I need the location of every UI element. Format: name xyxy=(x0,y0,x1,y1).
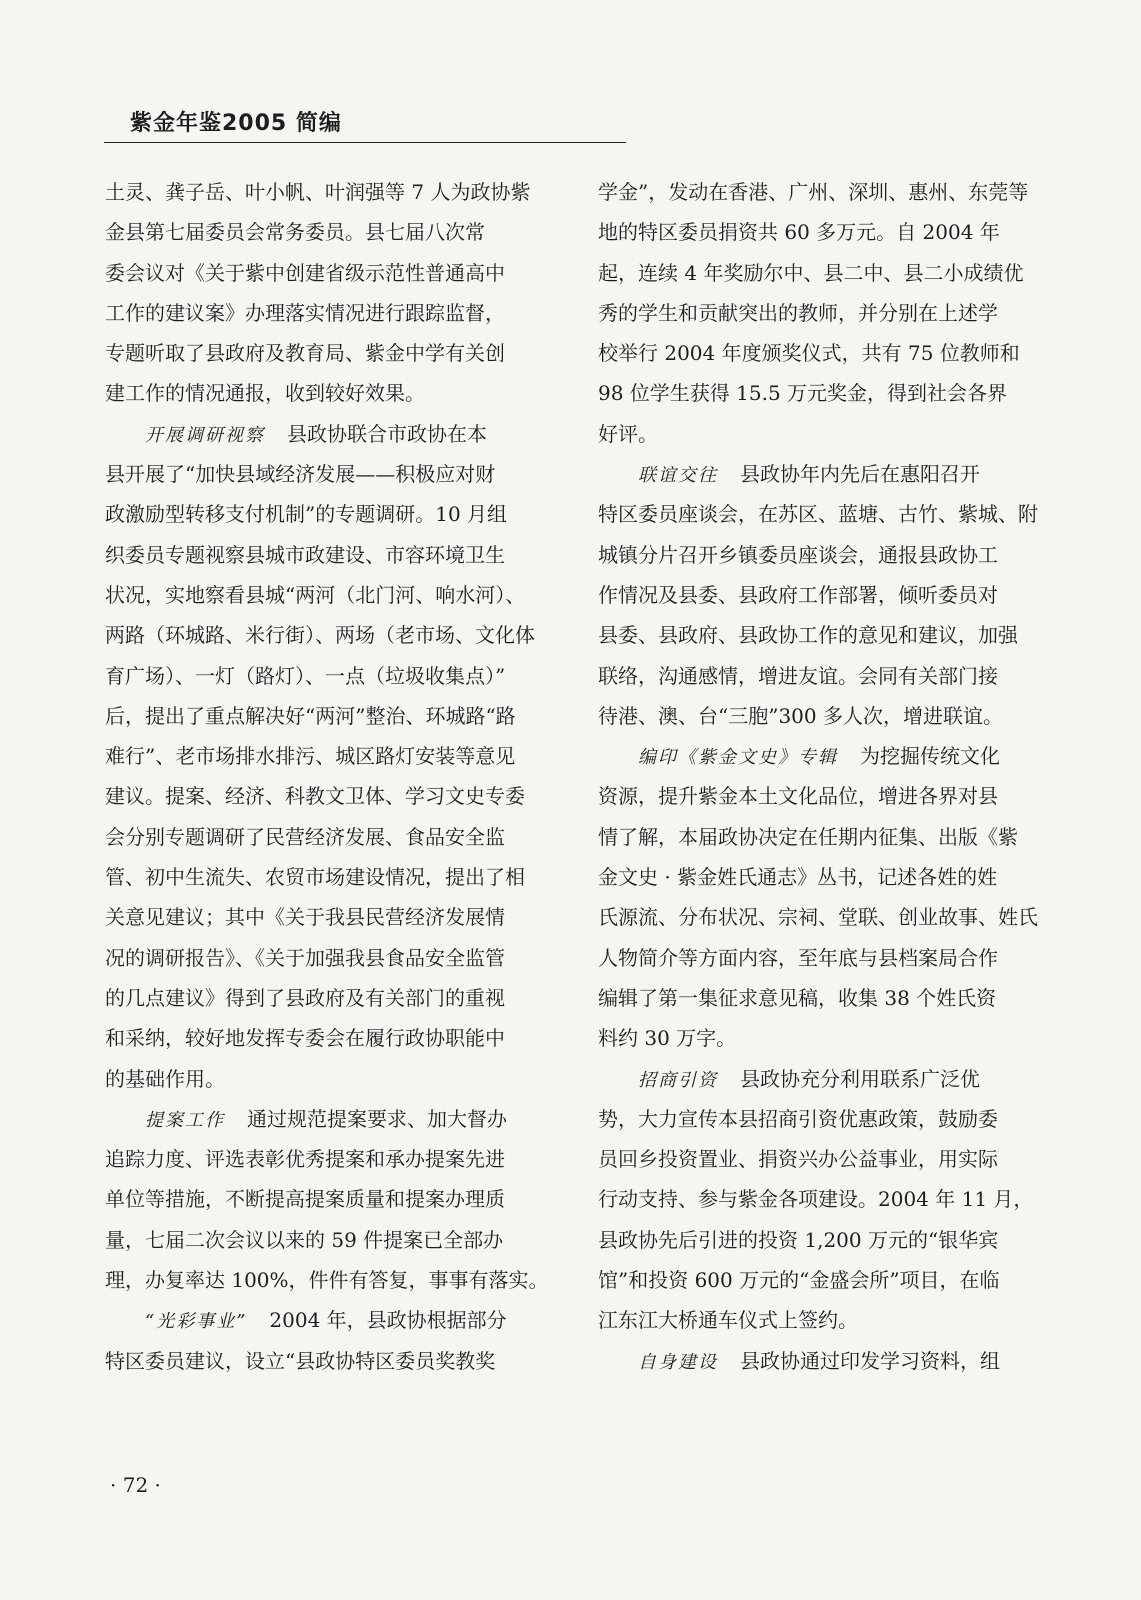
section-start-research xyxy=(105,414,559,454)
text-line: 织委员专题视察县城市政建设、市容环境卫生 xyxy=(105,542,505,567)
header-title: 紫金年鉴2005 简编 xyxy=(130,111,342,136)
section-start-investment xyxy=(598,1059,1054,1099)
section-heading-proposal: 提案工作 xyxy=(145,1109,225,1131)
text-line: 会分别专题调研了民营经济发展、食品安全监 xyxy=(105,824,505,849)
text-line: 土灵、龚子岳、叶小帆、叶润强等 7 人为政协紫 xyxy=(105,180,531,204)
text-line: 县委、县政府、县政协工作的意见和建议，加强 xyxy=(598,623,1018,648)
text-line: 的基础作用。 xyxy=(105,1066,225,1091)
text-line: 关意见建议；其中《关于我县民营经济发展情 xyxy=(105,905,505,930)
section-heading-selfbuild: 自身建设 xyxy=(638,1351,718,1373)
text-line: 待港、澳、台“三胞”300 多人次，增进联谊。 xyxy=(598,703,1003,728)
text-line: 和采纳，较好地发挥专委会在履行政协职能中 xyxy=(105,1026,505,1051)
text-line: 县开展了“加快县域经济发展——积极应对财 xyxy=(105,462,496,487)
text-line: 的几点建议》得到了县政府及有关部门的重视 xyxy=(105,985,505,1010)
text-line: 难行”、老市场排水排污、城区路灯安装等意见 xyxy=(105,744,516,769)
header-rule xyxy=(104,142,626,143)
text-line: 量，七届二次会议以来的 59 件提案已全部办 xyxy=(105,1227,504,1252)
text-line: 人物简介等方面内容，至年底与县档案局合作 xyxy=(598,945,998,970)
text-line: 通过规范提案要求、加大督办 xyxy=(247,1106,507,1131)
text-line: 建工作的情况通报，收到较好效果。 xyxy=(105,381,425,406)
text-line: 料约 30 万字。 xyxy=(598,1026,737,1051)
text-line: 江东江大桥通车仪式上签约。 xyxy=(598,1308,858,1333)
text-line: 委会议对《关于紫中创建省级示范性普通高中 xyxy=(105,260,505,285)
text-line: 建议。提案、经济、科教文卫体、学习文史专委 xyxy=(105,784,525,809)
text-line: 资源，提升紫金本土文化品位，增进各界对县 xyxy=(598,784,998,809)
text-line: 金文史 · 紫金姓氏通志》丛书，记述各姓的姓 xyxy=(598,865,998,890)
text-line: 2004 年，县政协根据部分 xyxy=(269,1308,507,1333)
section-heading-liaison: 联谊交往 xyxy=(638,465,718,487)
text-line: 后，提出了重点解决好“两河”整治、环城路“路 xyxy=(105,703,516,728)
text-line: 特区委员建议，设立“县政协特区委员奖教奖 xyxy=(105,1348,496,1373)
text-line: 为挖掘传统文化 xyxy=(860,744,1000,769)
section-heading-wenshi: 编印《紫金文史》专辑 xyxy=(638,747,838,769)
page-number: · 72 · xyxy=(110,1473,161,1497)
text-line: 情了解，本届政协决定在任期内征集、出版《紫 xyxy=(598,824,1018,849)
text-line: 学金”，发动在香港、广州、深圳、惠州、东莞等 xyxy=(598,180,1029,204)
section-start-wenshi xyxy=(598,736,1054,776)
text-line: 特区委员座谈会，在苏区、蓝塘、古竹、紫城、附 xyxy=(598,502,1038,527)
text-line: 起，连续 4 年奖励尔中、县二中、县二小成绩优 xyxy=(598,260,1024,285)
section-heading-guangcai: “光彩事业” xyxy=(145,1311,248,1333)
text-line: 专题听取了县政府及教育局、紫金中学有关创 xyxy=(105,341,505,366)
text-line: 县政协年内先后在惠阳召开 xyxy=(740,462,980,487)
text-line: 县政协联合市政协在本 xyxy=(287,421,487,446)
section-start-liaison xyxy=(598,454,1054,494)
text-line: 县政协通过印发学习资料，组 xyxy=(740,1348,1000,1373)
right-column xyxy=(598,172,1054,1381)
text-line: 工作的建议案》办理落实情况进行跟踪监督， xyxy=(105,300,505,325)
text-line: 联络，沟通感情，增进友谊。会同有关部门接 xyxy=(598,663,998,688)
section-heading-research: 开展调研视察 xyxy=(145,424,265,446)
text-line: 员回乡投资置业、捐资兴办公益事业，用实际 xyxy=(598,1147,998,1172)
section-start-proposal xyxy=(105,1099,559,1139)
text-line: 两路（环城路、米行街）、两场（老市场、文化体 xyxy=(105,623,535,648)
text-line: 管、初中生流失、农贸市场建设情况，提出了相 xyxy=(105,865,525,890)
text-line: 金县第七届委员会常务委员。县七届八次常 xyxy=(105,220,485,245)
text-line: 馆”和投资 600 万元的“金盛会所”项目，在临 xyxy=(598,1268,1000,1293)
text-line: 氏源流、分布状况、宗祠、堂联、创业故事、姓氏 xyxy=(598,905,1038,930)
text-line: 行动支持、参与紫金各项建设。2004 年 11 月， xyxy=(598,1187,1034,1212)
text-line: 单位等措施，不断提高提案质量和提案办理质 xyxy=(105,1187,505,1212)
text-line: 状况，实地察看县城“两河（北门河、响水河）、 xyxy=(105,582,526,607)
text-line: 98 位学生获得 15.5 万元奖金，得到社会各界 xyxy=(598,381,1008,406)
text-line: 县政协先后引进的投资 1,200 万元的“银华宾 xyxy=(598,1227,999,1252)
left-column xyxy=(105,172,559,1381)
text-line: 地的特区委员捐资共 60 多万元。自 2004 年 xyxy=(598,220,1000,245)
text-line: 政激励型转移支付机制”的专题调研。10 月组 xyxy=(105,502,508,527)
section-start-guangcai xyxy=(105,1300,559,1340)
text-line: 追踪力度、评选表彰优秀提案和承办提案先进 xyxy=(105,1147,505,1172)
text-line: 编辑了第一集征求意见稿，收集 38 个姓氏资 xyxy=(598,985,997,1010)
text-line: 城镇分片召开乡镇委员座谈会，通报县政协工 xyxy=(598,542,998,567)
section-heading-investment: 招商引资 xyxy=(638,1069,718,1091)
text-line: 县政协充分利用联系广泛优 xyxy=(740,1066,980,1091)
text-line: 育广场）、一灯（路灯）、一点（垃圾收集点）” xyxy=(105,663,506,688)
text-line: 况的调研报告》、《关于加强我县食品安全监管 xyxy=(105,945,505,970)
text-line: 秀的学生和贡献突出的教师，并分别在上述学 xyxy=(598,300,998,325)
text-line: 好评。 xyxy=(598,421,658,446)
text-line: 校举行 2004 年度颁奖仪式，共有 75 位教师和 xyxy=(598,341,1020,366)
section-start-selfbuild xyxy=(598,1341,1054,1381)
text-line: 作情况及县委、县政府工作部署，倾听委员对 xyxy=(598,582,998,607)
text-line: 势，大力宣传本县招商引资优惠政策，鼓励委 xyxy=(598,1106,998,1131)
text-line: 理，办复率达 100%，件件有答复，事事有落实。 xyxy=(105,1268,549,1293)
